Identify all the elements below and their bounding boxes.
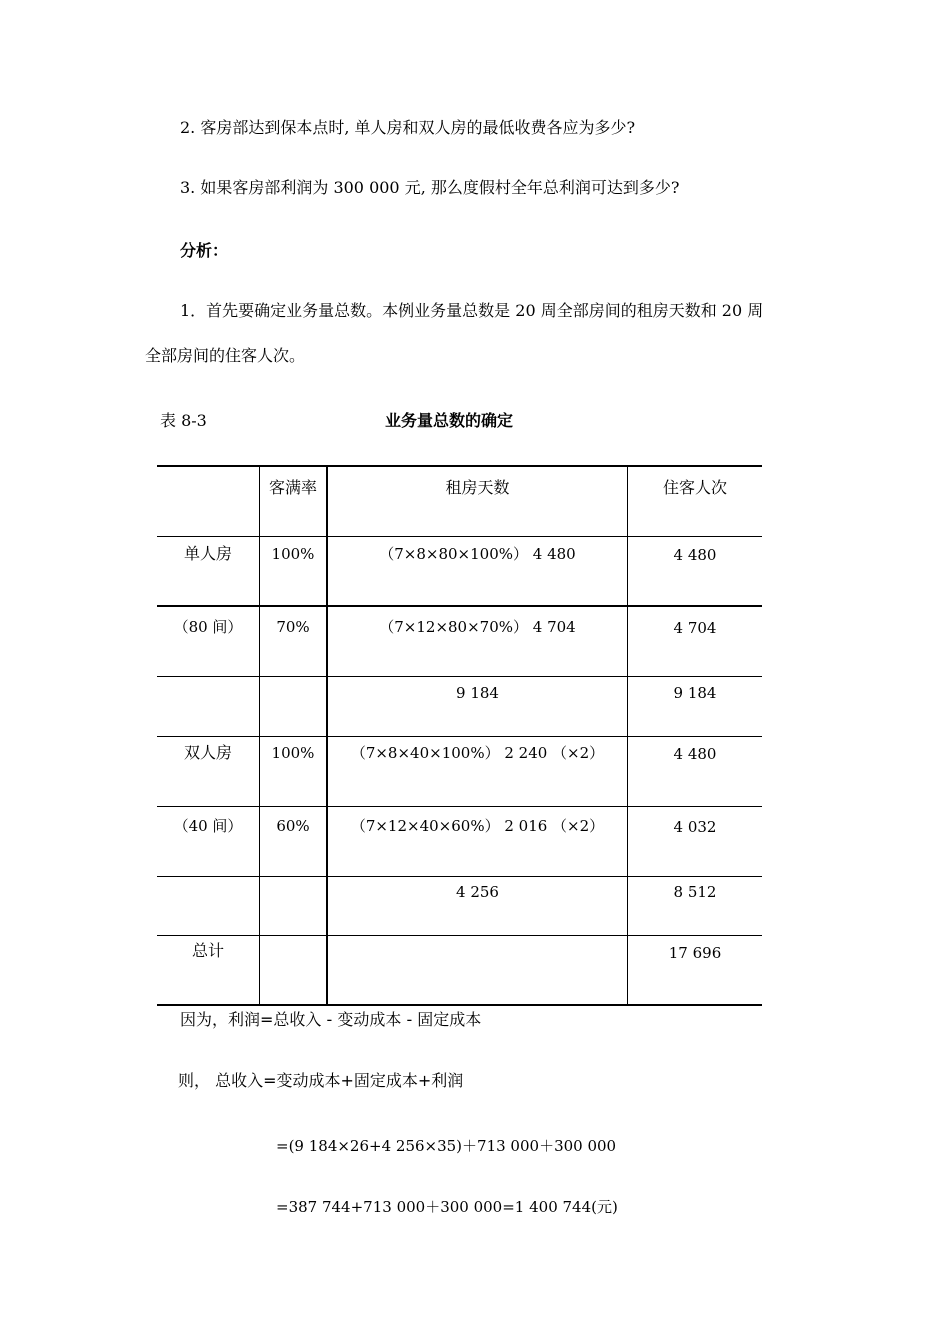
table-cell-room-days: 9 184 (456, 684, 499, 702)
table-cell-guests: 4 032 (673, 818, 717, 836)
table-cell-room-days: （7×8×40×100%） 2 240 （×2） (350, 744, 605, 762)
volume-table (157, 465, 762, 1006)
table-label: 表 8-3 (160, 411, 207, 430)
question-2: 2. 客房部达到保本点时, 单人房和双人房的最低收费各应为多少? (180, 118, 636, 137)
because-line: 因为，利润=总收入 - 变动成本 - 固定成本 (180, 1010, 482, 1029)
table-cell-room-days: （7×8×80×100%） 4 480 (379, 545, 576, 563)
table-row-label: （40 间） (173, 817, 243, 835)
table-cell-occupancy: 70% (276, 618, 310, 636)
analysis-heading: 分析： (180, 241, 229, 260)
table-row-label: 单人房 (183, 544, 232, 563)
then-line: 则， 总收入=变动成本+固定成本+利润 (178, 1071, 464, 1090)
table-cell-room-days: （7×12×40×60%） 2 016 （×2） (350, 817, 605, 835)
table-cell-guests: 8 512 (673, 883, 717, 901)
table-cell-occupancy: 100% (271, 545, 315, 563)
header-room-days: 租房天数 (445, 478, 510, 497)
table-cell-guests: 4 480 (673, 745, 717, 763)
table-row-label: （80 间） (173, 618, 243, 636)
table-cell-room-days: （7×12×80×70%） 4 704 (379, 618, 576, 636)
table-row-label-total: 总计 (191, 941, 224, 960)
table-cell-room-days: 4 256 (456, 883, 499, 901)
header-guest-count: 住客人次 (662, 478, 727, 497)
question-3: 3. 如果客房部利润为 300 000 元, 那么度假村全年总利润可达到多少? (180, 178, 680, 197)
paragraph-1-line-1: 1．首先要确定业务量总数。本例业务量总数是 20 周全部房间的租房天数和 20 周 (180, 301, 764, 320)
paragraph-1-line-2: 全部房间的住客人次。 (145, 346, 306, 365)
table-cell-guests: 9 184 (673, 684, 717, 702)
table-cell-guests: 4 704 (673, 619, 717, 637)
table-cell-guests: 4 480 (673, 546, 717, 564)
table-cell-guests-total: 17 696 (668, 944, 722, 962)
table-row-label: 双人房 (183, 743, 232, 762)
table-cell-occupancy: 60% (276, 817, 310, 835)
table-cell-occupancy: 100% (271, 744, 315, 762)
header-occupancy: 客满率 (268, 478, 317, 497)
equation-2: =387 744+713 000＋300 000=1 400 744(元) (276, 1198, 618, 1216)
table-title: 业务量总数的确定 (385, 411, 514, 430)
equation-1: =(9 184×26+4 256×35)＋713 000＋300 000 (276, 1137, 617, 1155)
